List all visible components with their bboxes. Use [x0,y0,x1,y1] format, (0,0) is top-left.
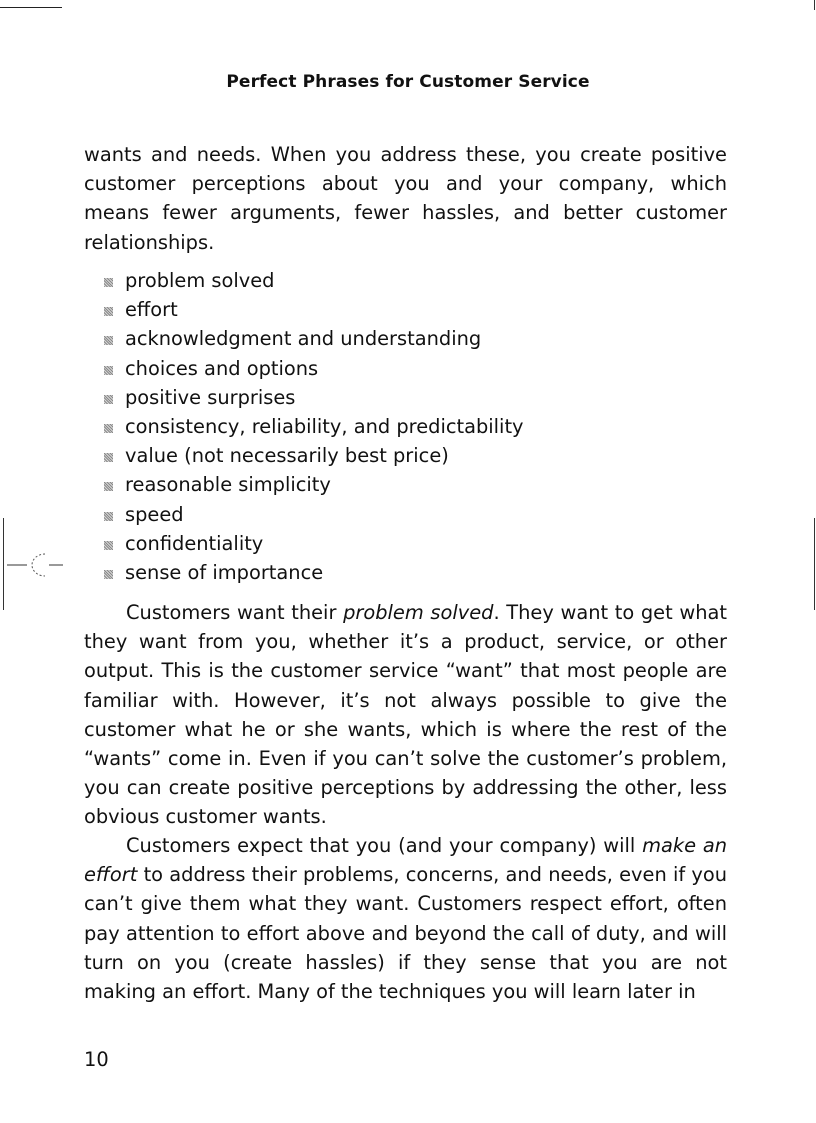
list-item-text: reasonable simplicity [125,473,331,497]
wants-list [104,266,524,587]
running-head: Perfect Phrases for Customer Service [226,72,590,92]
list-item [104,529,524,558]
crop-mark-top [0,7,62,8]
intro-paragraph: wants and needs. When you address these, you create positive customer perceptions about you and your company, which means fewer arguments, fewer hassles, and better customer relationships. [84,143,727,254]
square-bullet-icon [104,541,113,550]
page-number: 10 [84,1048,109,1071]
list-item-text: positive surprises [125,385,296,409]
list-item [104,441,524,470]
list-item [104,383,524,412]
list-item [104,558,524,587]
list-item [104,266,524,295]
square-bullet-icon [104,424,113,433]
list-item [104,412,524,441]
paragraph-text: Customers want their [126,601,344,624]
paragraph-text: to address their problems, concerns, and needs, even if you can’t give them what they want. Customers respect effort, often pay attention to effort above and beyond the call of duty, and will turn on you (create hassles) if they sense that you are not making an effort. Many of the techniques you will learn later in [84,863,727,1004]
list-item [104,354,524,383]
emphasis-term: make an effort [84,834,727,887]
effort-paragraph [84,831,727,1006]
list-item-text: consistency, reliability, and predictability [125,414,524,438]
problem-solved-paragraph [84,598,727,832]
square-bullet-icon [104,453,113,462]
square-bullet-icon [104,366,113,375]
list-item [104,324,524,353]
registration-mark-icon [5,548,65,582]
paragraph-text: . They want to get what they want from you, whether it’s a product, service, or other output. This is the customer service “want” that most people are familiar with. However, it’s not always possible to give the customer what he or she wants, which is where the rest of the “wants” come in. Even if you can’t solve the customer’s problem, you can create positive perceptions by addressing the other, less obvious customer wants. [84,601,727,829]
square-bullet-icon [104,336,113,345]
square-bullet-icon [104,512,113,521]
square-bullet-icon [104,482,113,491]
list-item [104,500,524,529]
list-item-text: confidentiality [125,531,264,555]
list-item-text: acknowledgment and understanding [125,327,482,351]
square-bullet-icon [104,570,113,579]
list-item-text: speed [125,502,184,526]
square-bullet-icon [104,395,113,404]
list-item-text: sense of importance [125,560,324,584]
paragraph-text: Customers expect that you (and your company) will [126,834,643,857]
list-item-text: effort [125,298,178,322]
square-bullet-icon [104,307,113,316]
list-item [104,295,524,324]
square-bullet-icon [104,278,113,287]
list-item [104,470,524,499]
crop-mark-right [814,518,815,610]
crop-mark-left [3,518,4,610]
list-item-text: choices and options [125,356,319,380]
crop-mark-top-right [814,0,815,10]
list-item-text: problem solved [125,269,275,292]
list-item-text: value (not necessarily best price) [125,444,449,468]
emphasis-term: problem solved [343,601,494,624]
